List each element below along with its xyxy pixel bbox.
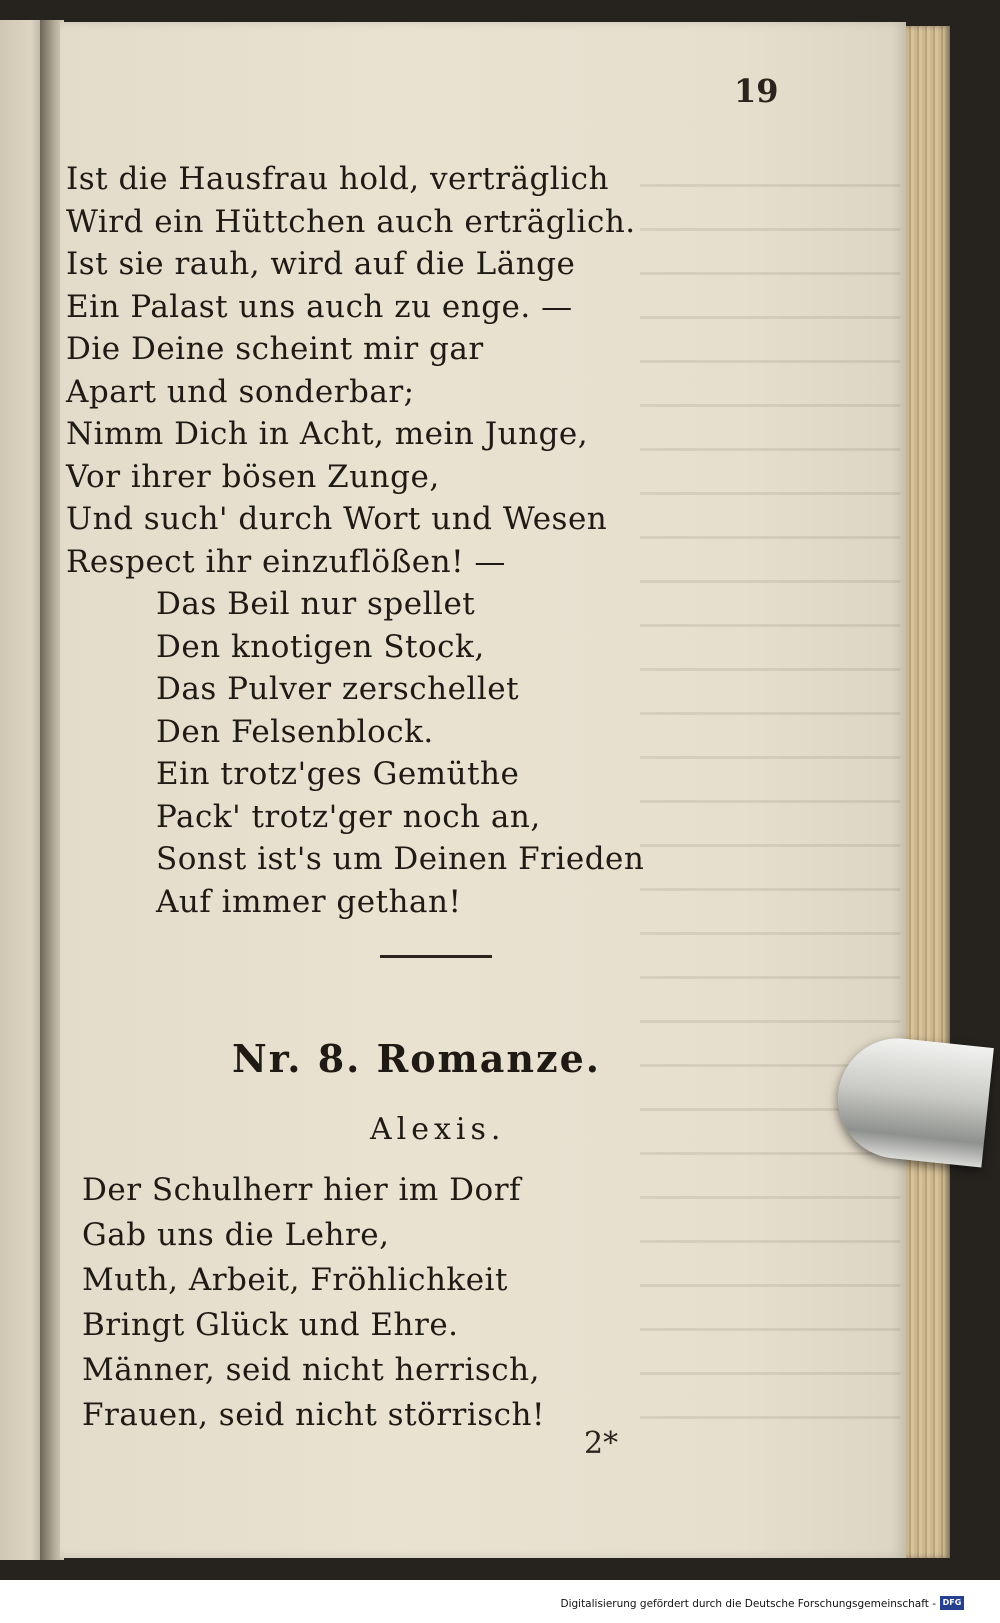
section-heading: Nr. 8. Romanze. bbox=[232, 1036, 601, 1081]
speaker-name: Alexis. bbox=[370, 1112, 506, 1147]
verse-line: Respect ihr einzuflößen! — bbox=[66, 543, 506, 580]
verse-line: Muth, Arbeit, Fröhlichkeit bbox=[82, 1262, 508, 1298]
digitization-credit: Digitalisierung gefördert durch die Deutsche Forschungsgemeinschaft - bbox=[560, 1598, 936, 1610]
verse-line: Der Schulherr hier im Dorf bbox=[82, 1172, 521, 1208]
verse-line: Bringt Glück und Ehre. bbox=[82, 1307, 459, 1343]
verse-line: Gab uns die Lehre, bbox=[82, 1217, 390, 1253]
verse-stanza-indented bbox=[156, 583, 644, 923]
verse-line: Ein Palast uns auch zu enge. — bbox=[66, 288, 573, 325]
verse-line: Die Deine scheint mir gar bbox=[66, 331, 484, 367]
verse-line: Das Pulver zerschellet bbox=[156, 671, 520, 707]
page-number: 19 bbox=[734, 72, 779, 110]
verse-line: Ist sie rauh, wird auf die Länge bbox=[66, 246, 576, 282]
verse-line: Apart und sonderbar; bbox=[66, 373, 415, 410]
verse-line: Den Felsenblock. bbox=[156, 713, 434, 750]
verse-line: Wird ein Hüttchen auch erträglich. bbox=[66, 203, 636, 240]
verse-line: Vor ihrer bösen Zunge, bbox=[66, 458, 440, 495]
verse-stanza-top bbox=[66, 158, 636, 583]
verse-line: Ist die Hausfrau hold, verträglich bbox=[66, 161, 609, 197]
verse-line: Frauen, seid nicht störrisch! bbox=[82, 1397, 545, 1433]
dfg-logo-icon: DFG bbox=[940, 1596, 964, 1610]
verse-line: Auf immer gethan! bbox=[156, 883, 462, 920]
verse-line: Sonst ist's um Deinen Frieden bbox=[156, 841, 645, 877]
verse-line: Den knotigen Stock, bbox=[156, 628, 485, 665]
verse-line: Nimm Dich in Acht, mein Junge, bbox=[66, 416, 589, 452]
verse-line: Männer, seid nicht herrisch, bbox=[82, 1352, 540, 1388]
previous-page-edge bbox=[0, 20, 44, 1560]
verse-stanza-romanze bbox=[82, 1168, 545, 1438]
verse-line: Das Beil nur spellet bbox=[156, 586, 476, 622]
verse-line: Pack' trotz'ger noch an, bbox=[156, 798, 541, 835]
verse-line: Und such' durch Wort und Wesen bbox=[66, 501, 608, 537]
verse-line: Ein trotz'ges Gemüthe bbox=[156, 756, 520, 792]
section-divider bbox=[380, 955, 492, 958]
page-stack-edge bbox=[906, 26, 950, 1558]
signature-mark: 2* bbox=[584, 1426, 619, 1461]
